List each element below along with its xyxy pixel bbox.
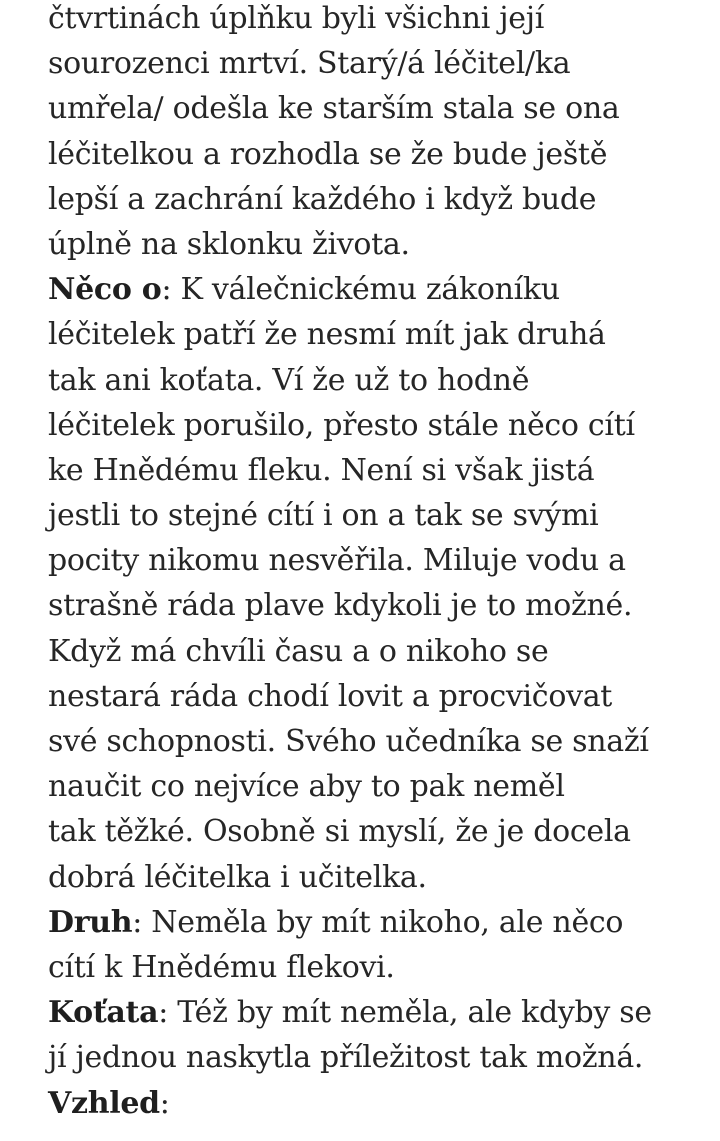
text-line: sourozenci mrtví. Starý/á léčitel/ka: [48, 46, 571, 82]
section-text: : Neměla by mít nikoho, ale něco: [132, 904, 624, 940]
section-label: Něco o: [48, 272, 162, 308]
text-body: [48, 0, 652, 1126]
text-line: čtvrtinách úplňku byli všichni její: [48, 1, 544, 36]
section-label: Koťata: [48, 995, 159, 1031]
section-text: : K válečnickému zákoníku: [161, 272, 560, 308]
section-druh: [48, 900, 652, 945]
section-text: : Též by mít neměla, ale kdyby se: [158, 995, 652, 1031]
section-kotata: [48, 990, 652, 1035]
text-line: strašně ráda plave kdykoli je to možné.: [48, 588, 633, 624]
text-line: jí jednou naskytla příležitost tak možná.: [48, 1040, 644, 1076]
text-line: dobrá léčitelka i učitelka.: [48, 859, 427, 895]
text-line: jestli to stejné cítí i on a tak se svými: [48, 498, 599, 534]
text-line: lepší a zachrání každého i když bude: [48, 181, 597, 217]
text-line: umřela/ odešla ke starším stala se ona: [48, 91, 620, 127]
section-text: :: [159, 1085, 170, 1121]
text-line: léčitelkou a rozhodla se že bude ještě: [48, 136, 608, 172]
text-line: naučit co nejvíce aby to pak neměl: [48, 769, 565, 805]
section-label: Vzhled: [48, 1085, 160, 1121]
section-neco-o: [48, 267, 652, 312]
text-line: tak těžké. Osobně si myslí, že je docela: [48, 814, 631, 850]
text-line: Když má chvíli času a o nikoho se: [48, 633, 549, 669]
section-vzhled: [48, 1081, 652, 1126]
text-line: pocity nikomu nesvěřila. Miluje vodu a: [48, 543, 626, 579]
text-line: tak ani koťata. Ví že už to hodně: [48, 362, 530, 398]
text-line: léčitelek patří že nesmí mít jak druhá: [48, 317, 606, 353]
text-line: své schopnosti. Svého učedníka se snaží: [48, 724, 649, 759]
section-label: Druh: [48, 904, 133, 940]
text-line: úplně na sklonku života.: [48, 226, 410, 262]
text-line: nestará ráda chodí lovit a procvičovat: [48, 678, 613, 714]
text-line: léčitelek porušilo, přesto stále něco cítí: [48, 407, 635, 443]
text-line: cítí k Hnědému flekovi.: [48, 949, 395, 985]
text-line: ke Hnědému fleku. Není si však jistá: [48, 452, 595, 488]
